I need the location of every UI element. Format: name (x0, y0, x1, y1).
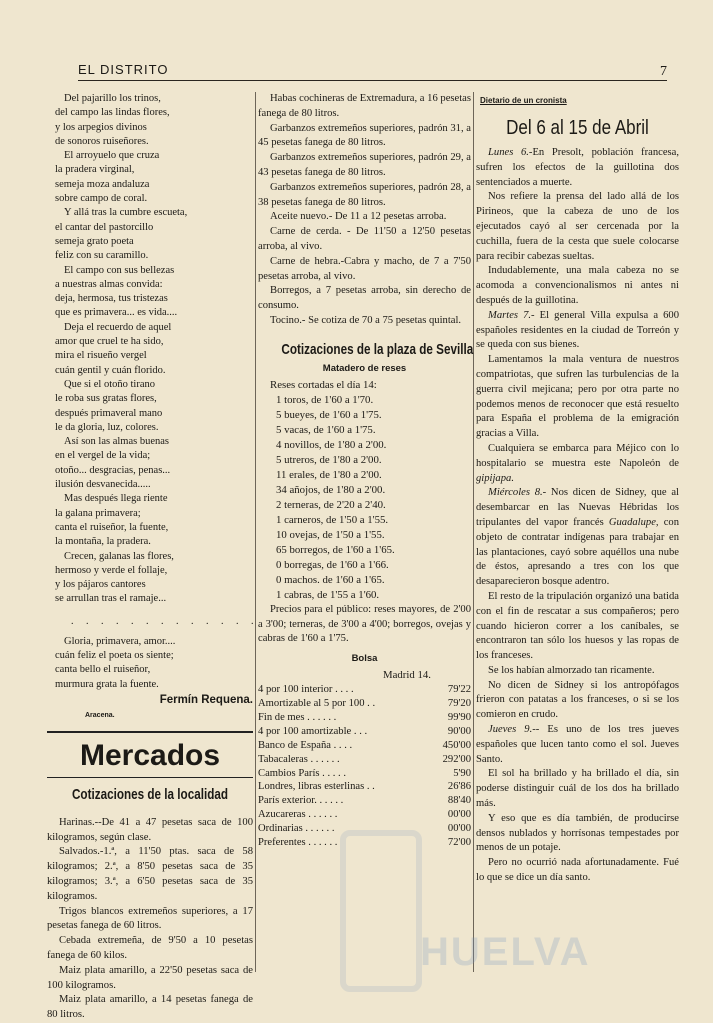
market-item: Maiz plata amarillo, a 14 pesetas fanega de 80 litros. (47, 994, 253, 1021)
reses-lines (258, 393, 471, 603)
poem-line: cuán feliz el poeta os siente; (55, 649, 174, 661)
watermark-shield-icon (340, 830, 422, 992)
market-item: Salvados.-1.ª, a 11'50 ptas. saca de 58 kilogramos; 2.ª, a 8'50 pesetas saca de 35 kilogramos; 3.ª, a 6'50 pesetas saca de 35 kilogramos. (47, 846, 253, 902)
market-item: Habas cochineras de Extremadura, a 16 pesetas fanega de 80 litros. (258, 93, 471, 119)
reses-line: 10 ovejas, de 1'50 a 1'55. (276, 528, 385, 541)
bolsa-row (258, 753, 471, 767)
poem-line: otoño... desgracias, penas... (55, 464, 171, 476)
poem-line: el cantar del pastorcillo (55, 221, 154, 233)
bolsa-name: Banco de España . . . . (258, 739, 353, 751)
column-divider-2 (473, 92, 474, 972)
poem-line: Y allá tras la cumbre escueta, (64, 207, 188, 219)
bolsa-row (258, 697, 471, 711)
bolsa-name: Fin de mes . . . . . . (258, 711, 337, 723)
section-rule (47, 731, 253, 733)
dietario-section: Dietario de un cronista (480, 96, 567, 105)
poem-line: que es primavera... es vida.... (55, 307, 178, 319)
poem-author: Fermín Requena. (159, 693, 253, 706)
bolsa-name: Ordinarias . . . . . . (258, 823, 335, 835)
entry-p5: Lamentamos la mala ventura de nuestros compatriotas, que sufren las turbulencias de la guerra civil mejicana; pero por otra parte no podemos menos de reconocer que está resuelto para España el problema de la emigración gracias a Villa. (476, 354, 679, 440)
bolsa-name: Londres, libras esterlinas . . (258, 781, 375, 793)
sevilla-heading: Cotizaciones de la plaza de Sevilla (281, 340, 474, 358)
poem-line: Crecen, galanas las flores, (64, 550, 174, 562)
bolsa-row (258, 711, 471, 725)
poem-final-lines (55, 635, 253, 692)
reses-line: 0 machos. de 1'60 a 1'65. (276, 573, 385, 586)
poem-line: la montaña, la pradera. (55, 536, 151, 548)
poem-line: de sonoros ruiseñores. (55, 135, 149, 147)
market-item: Carne de hebra.-Cabra y macho, de 7 a 7'50 pesetas arroba, al vivo. (258, 255, 471, 282)
column-1 (47, 92, 259, 1023)
poem-line: El campo con sus bellezas (64, 264, 175, 276)
journal-name: EL DISTRITO (78, 62, 169, 77)
poem-line: amor que cruel te ha sido, (55, 336, 164, 348)
entry-p3: Indudablemente, una mala cabeza no se acomoda a convencionalismos ni antes ni después de la guillotina. (476, 265, 679, 306)
reses-line: 1 carneros, de 1'50 a 1'55. (276, 513, 389, 526)
bolsa-row (258, 683, 471, 697)
watermark: HUELVA (420, 930, 591, 974)
market-item: Harinas.--De 41 a 47 pesetas saca de 100 kilogramos, según clase. (47, 816, 253, 843)
market-item: Borregos, a 7 pesetas arroba, sin derecho de consumo. (258, 285, 471, 312)
reses-intro: Reses cortadas el día 14: (270, 378, 377, 391)
entry-lunes: Lunes 6.-En Presolt, población francesa, sufren los efectos de la guillotina dos sentenciados a muerte. (476, 147, 679, 188)
bolsa-name: Azucareras . . . . . . (258, 809, 338, 821)
poem-line: hermoso y verde el follaje, (55, 564, 168, 576)
poem-line: le da gloria, luz, colores. (55, 421, 159, 433)
poem-line: del campo las lindas flores, (55, 107, 170, 119)
mercados-paragraphs (47, 816, 253, 1023)
entry-p6: Cualquiera se embarca para Méjico con lo hospitalario se muestra este Napoleón de gipijapa. (476, 442, 679, 484)
market-item: Cebada extremeña, de 9'50 a 10 pesetas fanega de 60 kilos. (47, 935, 253, 962)
poem-line: Que si el otoño tirano (64, 378, 155, 390)
column-divider-1 (255, 92, 256, 972)
bolsa-value: 292'00 (442, 753, 471, 765)
bolsa-value: 5'90 (453, 767, 471, 779)
poem-line: semeja grato poeta (55, 235, 134, 247)
poem-line: deja, hermosa, tus tristezas (55, 293, 168, 305)
market-item: Carne de cerda. - De 11'50 a 12'50 pesetas arroba, al vivo. (258, 226, 471, 252)
bolsa-table (258, 683, 471, 850)
poem-line: feliz con su caramillo. (55, 250, 149, 262)
entry-p2: Nos refiere la prensa del lado allá de los Pirineos, que la cabeza de uno de los ejecutados cayó al ser cercenada por la cuchilla, fuera de la cesta que suele colocarse para recibir cabezas sueltas. (476, 191, 679, 262)
entry-p14: Pero no ocurrió nada afortunadamente. Fué lo que se dice un día santo. (476, 857, 679, 884)
poem-line: Mas después llega riente (64, 493, 168, 505)
poem-line: en el vergel de la vida; (55, 450, 151, 462)
bolsa-date: Madrid 14. (383, 669, 431, 682)
poem (47, 92, 259, 719)
poem-line: Gloria, primavera, amor.... (64, 635, 176, 647)
reses-line: 5 vacas, de 1'60 a 1'75. (276, 423, 376, 436)
reses-line: 34 añojos, de 1'80 a 2'00. (276, 483, 386, 496)
bolsa-name: Cambios París . . . . . (258, 767, 346, 779)
market-item: Garbanzos extremeños superiores, padrón 29, a 43 pesetas fanega de 80 litros. (258, 152, 471, 178)
reses-line: 2 terneras, de 2'20 a 2'40. (276, 498, 386, 511)
poem-line: después primaveral mano (55, 407, 163, 419)
poem-line: Deja el recuerdo de aquel (64, 321, 172, 333)
bolsa-value: 450'00 (442, 739, 471, 751)
entry-miercoles: Miércoles 8.- Nos dicen de Sidney, que al desembarcar en las Nuevas Hébridas los tripulantes del vapor francés Guadalupe, con objeto de contratar indígenas para trabajar en las plantaciones, cayó sobre aquéllos una nube de éstos, apresando a tres con los que desaparecieron bosque adentro. (476, 487, 679, 588)
reses-line: 4 novillos, de 1'80 a 2'00. (276, 438, 387, 451)
local-heading: Cotizaciones de la localidad (71, 785, 229, 803)
bolsa-value: 90'00 (447, 725, 471, 737)
market-item: Maiz plata amarillo, a 22'50 pesetas saca de 100 kilogramos. (47, 964, 253, 991)
page-number: 7 (660, 64, 667, 79)
poem-line: Así son las almas buenas (64, 436, 169, 448)
col2-paragraphs (258, 92, 471, 329)
bolsa-name: 4 por 100 amortizable . . . (258, 725, 368, 737)
entry-p8: El resto de la tripulación organizó una batida con el fin de rescatar a sus compañeros; pero cuando hicieron correr a los caníbales, se encontraron tan sólo los huesos y las ropas de los franceses. (476, 590, 679, 662)
poem-line: le roba sus gratas flores, (55, 393, 157, 405)
poem-line: a nuestras almas convida: (55, 278, 163, 290)
mercados-title: Mercados (79, 738, 221, 772)
page-header (78, 60, 667, 81)
bolsa-row (258, 767, 471, 781)
poem-line: murmura grata la fuente. (55, 678, 159, 690)
bolsa-value: 88'40 (447, 795, 471, 807)
dietario-title: Del 6 al 15 de Abril (506, 117, 649, 139)
poem-line: canta bello el ruiseñor, (55, 664, 151, 676)
poem-line: se arrullan tras el ramaje... (55, 593, 167, 605)
poem-line: la galana primavera; (55, 507, 141, 519)
bolsa-name: Tabacaleras . . . . . . (258, 753, 340, 765)
poem-line: y los pájaros cantores (55, 579, 146, 591)
column-2 (258, 92, 474, 850)
bolsa-row (258, 725, 471, 739)
bolsa-row (258, 808, 471, 822)
market-item: Garbanzos extremeños superiores, padrón 28, a 38 pesetas fanega de 80 litros. (258, 181, 471, 208)
poem-line: cuán gentil y cuán florido. (55, 364, 166, 376)
bolsa-value: 79'20 (447, 698, 471, 710)
bolsa-value: 79'22 (447, 684, 471, 696)
bolsa-value: 00'00 (447, 809, 471, 821)
bolsa-row (258, 780, 471, 794)
market-item: Aceite nuevo.- De 11 a 12 pesetas arroba. (270, 211, 447, 223)
bolsa-value: 00'00 (447, 823, 471, 835)
market-item: Tocino.- Se cotiza de 70 a 75 pesetas quintal. (270, 314, 462, 326)
bolsa-row (258, 794, 471, 808)
reses-line: 5 bueyes, de 1'60 a 1'75. (276, 408, 382, 421)
entry-p12: El sol ha brillado y ha brillado el día, sin poderse distinguir cuál de los dos ha brillado más. (476, 768, 679, 810)
poem-line: mira el risueño vergel (55, 350, 147, 362)
bolsa-name: 4 por 100 interior . . . . (258, 684, 354, 696)
poem-line: y los arpegios divinos (55, 121, 147, 133)
poem-line: ilusión desvanecida..... (55, 479, 151, 491)
poem-line: semeja moza andaluza (55, 178, 150, 190)
matadero-heading: Matadero de reses (322, 362, 407, 374)
poem-line: la pradera virginal, (55, 164, 135, 176)
reses-line: 1 cabras, de 1'55 a 1'60. (276, 588, 380, 601)
poem-line: sobre campo de coral. (55, 193, 148, 205)
dot-separator: . . . . . . . . . . . . . (71, 615, 259, 627)
entry-p13: Y eso que es día también, de producirse densos nublados y horrísonas tempestades por menos de un potaje. (476, 812, 679, 854)
bolsa-name: Amortizable al 5 por 100 . . (258, 698, 376, 710)
poem-line: El arroyuelo que cruza (64, 150, 160, 162)
poem-line: Del pajarillo los trinos, (64, 93, 161, 104)
market-item: Garbanzos extremeños superiores, padrón 31, a 45 pesetas fanega de 80 litros. (258, 122, 471, 149)
poem-line: canta el ruiseñor, la fuente, (55, 521, 169, 533)
reses-list (258, 378, 471, 603)
bolsa-value: 72'00 (447, 837, 471, 849)
reses-line: 5 utreros, de 1'80 a 2'00. (276, 453, 382, 466)
reses-line: 11 erales, de 1'80 a 2'00. (276, 468, 382, 481)
bolsa-name: Preferentes . . . . . . (258, 837, 338, 849)
poem-lines (55, 92, 253, 607)
precios-paragraph: Precios para el público: reses mayores, de 2'00 a 3'00; terneras, de 3'00 a 4'00; borregos, ovejas y cabras de 1'60 a 1'75. (258, 603, 471, 645)
entry-jueves: Jueves 9.-- Es uno de los tres jueves españoles que lucen tanto como el sol. Jueves Santo. (476, 724, 680, 765)
entry-martes: Martes 7.- El general Villa expulsa a 600 españoles residentes en la ciudad de Torreón y se queda con sus bienes. (476, 309, 679, 351)
bolsa-heading: Bolsa (351, 653, 378, 665)
column-3 (476, 92, 679, 886)
title-rule (47, 777, 253, 778)
bolsa-value: 99'90 (447, 711, 471, 723)
reses-line: 65 borregos, de 1'60 a 1'65. (276, 543, 395, 556)
reses-line: 0 borregas, de 1'60 a 1'66. (276, 558, 389, 571)
bolsa-name: París exterior. . . . . . (258, 795, 344, 807)
bolsa-value: 26'86 (447, 781, 471, 793)
market-item: Trigos blancos extremeños superiores, a 17 pesetas fanega de 60 litros. (47, 905, 253, 932)
entry-p10: No dicen de Sidney si los antropófagos frieron con patatas a los franceses, o si se los comieron en crudo. (476, 679, 679, 721)
poem-place: Aracena. (85, 711, 115, 719)
bolsa-row (258, 739, 471, 753)
reses-line: 1 toros, de 1'60 a 1'70. (276, 393, 374, 406)
entry-p9: Se los habían almorzado tan ricamente. (488, 664, 655, 676)
